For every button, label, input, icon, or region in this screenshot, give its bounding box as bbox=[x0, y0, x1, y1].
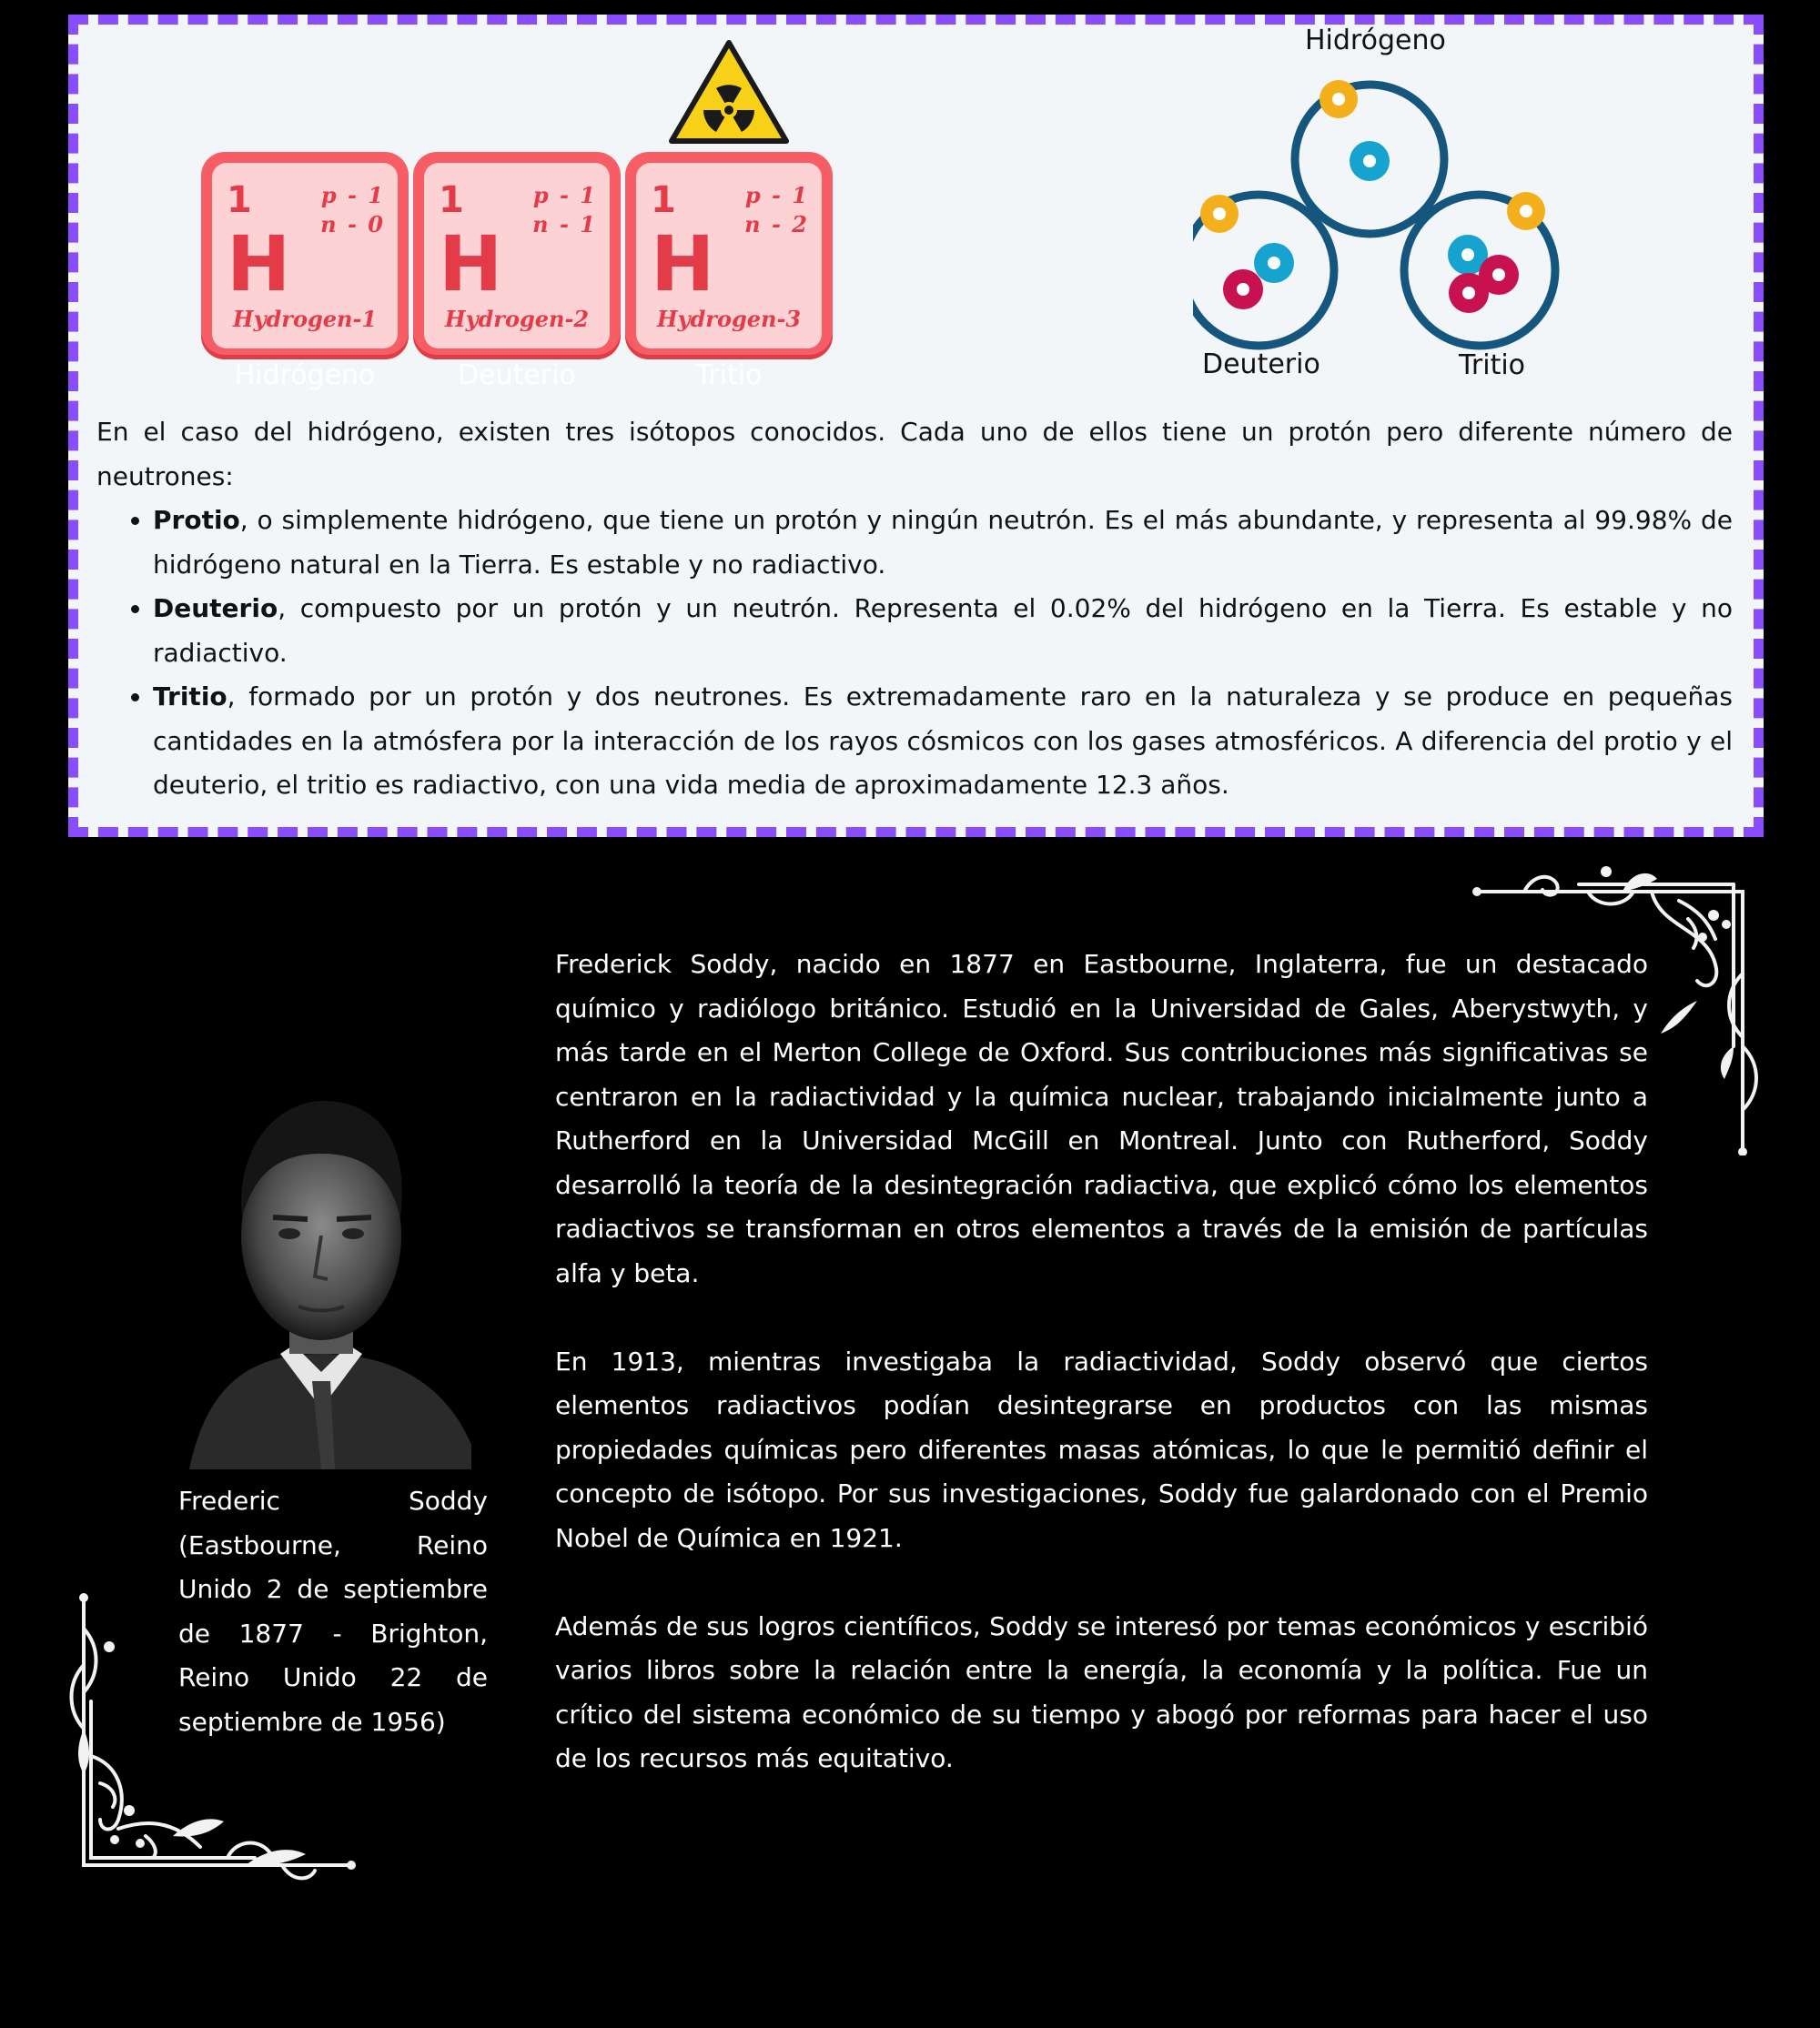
isotopes-info-box bbox=[68, 15, 1764, 837]
tile-hydrogen-2 bbox=[413, 152, 621, 359]
item-text: , formado por un protón y dos neutrones. Es extremadamente raro en la naturaleza y se produce en pequeñas cantidades en la atmósfera por la interacción de los rayos cósmicos con los gases atmosféricos. A diferencia del protio y el deuterio, el tritio es radiactivo, con una vida media de aproximadamente 12.3 años. bbox=[153, 681, 1733, 800]
intro-paragraph: En el caso del hidrógeno, existen tres isótopos conocidos. Cada uno de ellos tiene un protón pero diferente número de neutrones: bbox=[96, 417, 1733, 491]
biography bbox=[555, 943, 1648, 1825]
electron-icon bbox=[1320, 80, 1358, 118]
tile-caption: Deuterio bbox=[458, 359, 576, 391]
neutron-icon bbox=[1350, 141, 1390, 181]
flourish-ornament-bottom-left bbox=[64, 1592, 364, 1883]
list-item bbox=[153, 675, 1733, 808]
element-symbol: H bbox=[651, 219, 715, 308]
proton-icon bbox=[1449, 273, 1489, 313]
tile-hydrogen-3 bbox=[625, 152, 833, 359]
element-symbol: H bbox=[227, 219, 291, 308]
isotope-list bbox=[96, 499, 1733, 808]
item-text: , compuesto por un protón y un neutrón. Representa el 0.02% del hidrógeno en la Tierra. Es estable y no radiactivo. bbox=[153, 593, 1733, 668]
isotopes-description bbox=[96, 410, 1733, 808]
term-protio: Protio bbox=[153, 505, 240, 535]
neutron-count: n - 1 bbox=[532, 211, 597, 237]
term-deuterio: Deuterio bbox=[153, 593, 278, 623]
proton-neutron-count bbox=[320, 181, 385, 239]
bio-paragraph-1: Frederick Soddy, nacido en 1877 en Eastbourne, Inglaterra, fue un destacado químico y radiólogo británico. Estudió en la Universidad de Gales, Aberystwyth, y más tarde en el Merton College de Oxford. Sus contribuciones más significativas se centraron en la radiactividad y la química nuclear, trabajando inicialmente junto a Rutherford en la Universidad McGill en Montreal. Junto con Rutherford, Soddy desarrolló la teoría de la desintegración radiactiva, que explicó cómo los elementos radiactivos se transforman en otros elementos a través de la emisión de partículas alfa y beta. bbox=[555, 949, 1648, 1288]
atoms-svg bbox=[1193, 25, 1694, 407]
list-item bbox=[153, 587, 1733, 675]
atomic-number: 1 bbox=[439, 179, 464, 221]
radiation-hazard-icon bbox=[668, 39, 790, 146]
atom-label-tritio: Tritio bbox=[1459, 349, 1526, 381]
neutron-count: n - 0 bbox=[320, 211, 385, 237]
neutron-icon bbox=[1254, 243, 1294, 283]
isotope-tiles bbox=[201, 152, 838, 425]
proton-count: p - 1 bbox=[320, 182, 385, 208]
item-text: , o simplemente hidrógeno, que tiene un protón y ningún neutrón. Es el más abundante, y representa al 99.98% de hidrógeno natural en la Tierra. Es estable y no radiactivo. bbox=[153, 505, 1733, 580]
proton-count: p - 1 bbox=[744, 182, 809, 208]
element-symbol: H bbox=[439, 219, 503, 308]
list-item bbox=[153, 499, 1733, 587]
neutron-count: n - 2 bbox=[744, 211, 809, 237]
proton-neutron-count bbox=[744, 181, 809, 239]
proton-neutron-count bbox=[532, 181, 597, 239]
atom-label-hidrogeno: Hidrógeno bbox=[1305, 25, 1446, 56]
electron-icon bbox=[1507, 192, 1545, 230]
proton-count: p - 1 bbox=[532, 182, 597, 208]
portrait-caption: Frederic Soddy (Eastbourne, Reino Unido 2 de septiembre de 1877 - Brighton, Reino Unido 22 de septiembre de 1956) bbox=[178, 1486, 488, 1737]
electron-icon bbox=[1200, 195, 1239, 233]
isotope-name: Hydrogen-3 bbox=[656, 306, 802, 332]
atom-label-deuterio: Deuterio bbox=[1202, 348, 1320, 380]
tile-caption: Tritio bbox=[695, 359, 763, 391]
atomic-number: 1 bbox=[651, 179, 676, 221]
bio-paragraph-3: Además de sus logros científicos, Soddy se interesó por temas económicos y escribió varios libros sobre la relación entre la energía, la economía y la política. Fue un crítico del sistema económico de su tiempo y abogó por reformas para hacer el uso de los recursos más equitativo. bbox=[555, 1610, 1648, 1773]
bio-paragraph-2: En 1913, mientras investigaba la radiactividad, Soddy observó que ciertos elementos radiactivos podían desintegrarse en productos con las mismas propiedades químicas pero diferentes masas atómicas, lo que le permitió definir el concepto de isótopo. Por sus investigaciones, Soddy fue galardonado con el Premio Nobel de Química en 1921. bbox=[555, 1346, 1648, 1553]
term-tritio: Tritio bbox=[153, 681, 228, 711]
tile-caption: Hidrógeno bbox=[234, 359, 376, 391]
atomic-number: 1 bbox=[227, 179, 252, 221]
tile-hydrogen-1 bbox=[201, 152, 409, 359]
isotope-name: Hydrogen-2 bbox=[444, 306, 590, 332]
proton-icon bbox=[1223, 269, 1263, 309]
isotope-name: Hydrogen-1 bbox=[232, 306, 378, 332]
hydrogen-atom-diagram bbox=[1193, 25, 1694, 407]
portrait-photo bbox=[171, 1081, 471, 1469]
